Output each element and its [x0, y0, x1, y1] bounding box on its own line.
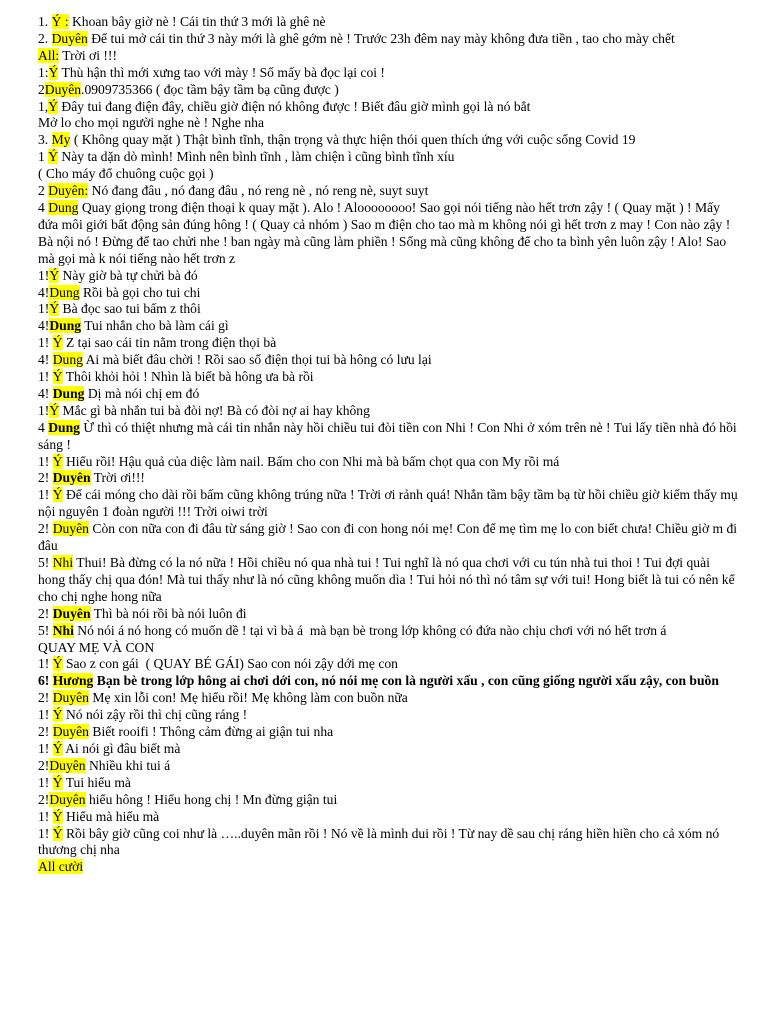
line-text: Tui hiểu mà: [62, 774, 131, 790]
script-line: [38, 758, 738, 775]
script-line: [38, 285, 738, 302]
line-text: 5!: [38, 555, 53, 570]
speaker-name: Duyên: [52, 690, 89, 706]
line-text: ( Không quay mặt ) Thật bình tĩnh, thận trọng và thực hiện thói quen thích ứng với cuộc sống Covid 19: [70, 132, 636, 148]
line-text: Bà đọc sao tui bấm z thôi: [59, 301, 201, 317]
speaker-name: Ý: [52, 656, 63, 672]
script-line: [38, 792, 738, 809]
line-text: Để cái móng cho dài rồi bấm cũng không trúng nữa ! Trời ơi rảnh quá! Nhắn tầm bậy tầm bạ từ hồi chiều giờ kiếm thấy mụ nội nguyên 1 đoàn người !!! Trời oiwi trời: [38, 487, 742, 520]
speaker-name: Duyên: [52, 521, 89, 537]
line-text: 1!: [38, 267, 50, 283]
line-text: 1: [38, 149, 49, 165]
speaker-name: Ý: [52, 487, 63, 503]
speaker-name: Duyên: [49, 791, 86, 807]
speaker-name: Dung: [49, 318, 82, 334]
script-line: [38, 115, 738, 132]
script-line: [38, 268, 738, 285]
speaker-name: Duyên: [51, 30, 88, 46]
line-text: 1!: [38, 453, 53, 469]
speaker-name: Duyên:: [48, 183, 89, 199]
line-text: 1!: [38, 707, 53, 723]
script-line: [38, 132, 738, 149]
line-text: .0909735366 ( đọc tầm bậy tầm bạ cũng được ): [81, 81, 339, 97]
line-text: 4!: [38, 284, 50, 300]
speaker-name: Ý: [52, 774, 63, 790]
script-line: [38, 31, 738, 48]
line-text: Nó nói á nó hong có muốn dề ! tại vì bà á mà bạn bè trong lớp không có đứa nào chịu chơi với nó hết trơn á: [73, 622, 667, 638]
speaker-name: Ý: [52, 740, 63, 756]
line-text: 1!: [38, 808, 53, 824]
line-text: 2: [38, 183, 49, 199]
script-line: [38, 318, 738, 335]
line-text: 1!: [38, 740, 53, 756]
speaker-name: Dung: [48, 199, 79, 215]
speaker-name: Duyên: [44, 81, 82, 97]
line-text: 4: [38, 419, 49, 435]
script-line: [38, 826, 738, 860]
line-text: 1!: [38, 825, 53, 841]
speaker-name: Duyên: [49, 757, 86, 773]
speaker-name: Ý: [52, 825, 63, 841]
speaker-name: Hương: [52, 673, 94, 689]
script-line: [38, 65, 738, 82]
line-text: Nhiều khi tui á: [85, 757, 171, 773]
line-text: Tui nhắn cho bà làm cái gì: [81, 318, 229, 334]
line-text: hiểu hông ! Hiểu hong chị ! Mn đừng giận tui: [85, 791, 338, 807]
script-line: [38, 859, 738, 876]
line-text: Dị mà nói chị em đó: [84, 385, 200, 401]
line-text: Đây tui đang điện đây, chiều giờ điện nó không được ! Biết đâu giờ mình gọi là nó bắt: [58, 98, 531, 114]
speaker-name: Dung: [52, 385, 85, 401]
line-text: Này giờ bà tự chửi bà đó: [59, 267, 198, 283]
speaker-name: Nhi: [52, 555, 74, 570]
speaker-name: Ý: [49, 267, 60, 283]
speaker-name: My: [51, 132, 71, 148]
script-line: [38, 335, 738, 352]
line-text: 1!: [38, 335, 53, 351]
speaker-name: Dung: [48, 419, 80, 435]
speaker-name: Ý :: [51, 14, 69, 29]
speaker-name: Ý: [52, 369, 63, 385]
line-text: Mẹ xin lỗi con! Mẹ hiểu rồi! Mẹ không làm con buồn nữa: [88, 690, 408, 706]
speaker-name: Ý: [52, 707, 63, 723]
script-line: [38, 673, 738, 690]
line-text: 1!: [38, 301, 50, 317]
speaker-name: Duyên: [52, 470, 91, 486]
line-text: Nó đang đâu , nó đang đâu , nó reng nè , nó reng nè, suyt suyt: [88, 183, 429, 199]
line-text: 2!: [38, 690, 53, 706]
script-line: [38, 166, 738, 183]
speaker-name: All cười: [38, 859, 84, 875]
line-text: 2!: [38, 757, 50, 773]
line-text: 2!: [38, 521, 53, 537]
line-text: 1!: [38, 774, 53, 790]
line-text: Rồi bây giờ cũng coi như là …..duyên mãn rồi ! Nó về là mình dui rồi ! Từ nay dề sau chị ráng hiền hiền cho cả xóm nó thương chị nha: [38, 825, 723, 858]
speaker-name: Ý: [52, 453, 63, 469]
line-text: Hiểu rồi! Hậu quả của diệc làm nail. Bấm cho con Nhi mà bà bấm chọt qua con My rồi má: [62, 453, 560, 469]
line-text: 1.: [38, 14, 52, 29]
line-text: Này ta dặn dò mình! Mình nên bình tĩnh , làm chiện ì cũng bình tĩnh xíu: [58, 149, 455, 165]
speaker-name: Ý: [48, 64, 59, 80]
script-line: [38, 809, 738, 826]
speaker-name: Duyên: [52, 605, 91, 621]
line-text: Khoan bây giờ nè ! Cái tin thứ 3 mới là ghê nè: [68, 14, 326, 29]
line-text: Rồi bà gọi cho tui chi: [79, 284, 201, 300]
line-text: Ai nói gì đâu biết mà: [62, 740, 181, 756]
script-line: [38, 403, 738, 420]
speaker-name: Dung: [49, 284, 80, 300]
script-line: [38, 419, 741, 454]
line-text: QUAY MẸ VÀ CON: [38, 639, 155, 655]
script-line: [38, 149, 738, 166]
line-text: Ai mà biết đâu chời ! Rồi sao số điện thọi tui bà hông có lưu lại: [82, 352, 432, 368]
script-line: [38, 640, 738, 657]
script-line: [38, 741, 738, 758]
speaker-name: Duyên: [52, 724, 89, 740]
line-text: 4!: [38, 385, 53, 401]
script-line: [38, 775, 738, 792]
line-text: Biết rooifi ! Thông cảm đừng ai giận tui nha: [88, 724, 334, 740]
speaker-name: Nhi: [52, 622, 74, 638]
line-text: 1!: [38, 369, 53, 385]
speaker-name: Ý: [49, 301, 60, 317]
script-line: [38, 470, 738, 487]
script-line: [38, 352, 738, 369]
line-text: Thui! Bà đừng có la nó nữa ! Hồi chiều nó qua nhà tui ! Tui nghĩ là nó qua chơi với cu tún nhà tui thoi ! Tui đợi quài hong thấy chị qua đón! Mà tui thấy như là nó cũng không muốn dìa ! Tui hỏi nó thì nó tâm sự với tui! Hong biết là tui có nên kể cho chị nghe hong nữa: [38, 555, 739, 604]
line-text: 2: [38, 81, 45, 97]
script-line: [38, 200, 738, 268]
speaker-name: Dung: [52, 352, 83, 368]
script-line: [38, 724, 738, 741]
line-text: Hiểu mà hiểu mà: [62, 808, 160, 824]
line-text: 1:: [38, 64, 49, 80]
line-text: Thì bà nói rồi bà nói luôn đi: [90, 605, 247, 621]
line-text: 4!: [38, 352, 53, 368]
speaker-name: All:: [38, 47, 60, 63]
line-text: 3.: [38, 132, 52, 148]
speaker-name: Ý: [52, 808, 63, 824]
line-text: Z tại sao cái tin nằm trong điện thọi bà: [62, 335, 277, 351]
speaker-name: Ý: [49, 402, 60, 418]
line-text: 2!: [38, 791, 50, 807]
line-text: 4: [38, 199, 49, 215]
line-text: 6!: [38, 673, 53, 689]
script-line: [38, 82, 738, 99]
line-text: 2!: [38, 470, 53, 486]
line-text: 5!: [38, 622, 53, 638]
speaker-name: Ý: [48, 149, 59, 165]
line-text: 2!: [38, 605, 53, 621]
line-text: Thôi khỏi hỏi ! Nhìn là biết bà hông ưa bà rồi: [62, 369, 314, 385]
script-line: [38, 707, 738, 724]
line-text: ( Cho máy đổ chuông cuộc gọi ): [38, 166, 214, 182]
line-text: 1!: [38, 487, 53, 503]
speaker-name: Ý: [52, 335, 63, 351]
line-text: Nó nói zậy rồi thì chị cũng ráng !: [62, 707, 248, 723]
line-text: 1!: [38, 656, 53, 672]
script-line: [38, 656, 738, 673]
script-line: [38, 690, 738, 707]
line-text: Còn con nữa con đi đâu từ sáng giờ ! Sao con đi con hong nói mẹ! Con để mẹ tìm mẹ lo con biết chưa! Chiều giờ m đi đâu: [38, 521, 741, 554]
line-text: Trời ơi!!!: [90, 470, 145, 486]
line-text: Trời ơi !!!: [59, 47, 117, 63]
script-line: [38, 369, 738, 386]
line-text: 1!: [38, 402, 50, 418]
script-line: [38, 555, 738, 606]
line-text: 2.: [38, 30, 52, 46]
script-line: [38, 623, 738, 640]
script-line: [38, 454, 738, 471]
speaker-name: Ý: [48, 98, 59, 114]
line-text: Thù hận thì mới xưng tao với mày ! Số mấy bà đọc lại coi !: [58, 64, 385, 80]
script-line: [38, 606, 738, 623]
script-line: [38, 521, 741, 555]
line-text: Mắc gì bà nhắn tui bà đòi nợ! Bà có đòi nợ ai hay không: [59, 402, 370, 418]
line-text: Bạn bè trong lớp hông ai chơi dới con, nó nói mẹ con là người xấu , con cũng giống người xấu zậy, con buồn: [93, 673, 719, 689]
script-line: [38, 14, 738, 31]
line-text: Sao z con gái ( QUAY BÉ GÁI) Sao con nói zậy dới mẹ con: [62, 656, 398, 672]
script-line: [38, 99, 738, 116]
script-line: [38, 487, 742, 521]
line-text: Ừ thì có thiệt nhưng mà cái tin nhắn này hồi chiều tui đòi tiền con Nhi ! Con Nhi ở xóm trên nè ! Tui lấy tiền nhà đó hồi sáng !: [38, 419, 741, 452]
script-line: [38, 386, 738, 403]
line-text: Quay giọng trong điện thoại k quay mặt ). Alo ! Aloooooooo! Sao gọi nói tiếng nào hết trơn zậy ! ( Quay mặt ) ! Mấy đứa môi giới bất động sản đúng hông ! ( Quay cả nhóm ) Sao m điện cho tao mà m không nói gì hết trơn z may ! Con nào zậy ! Bà nội nó ! Đừng để tao chửi nhe ! ban ngày mà cũng làm phiền ! Sống mà cũng không để cho ta bình yên luôn zậy ! Alo! Sao mà gọi mà k nói tiếng nào hết trơn z: [38, 199, 734, 266]
line-text: 4!: [38, 318, 50, 334]
script-line: [38, 48, 738, 65]
line-text: 2!: [38, 724, 53, 740]
script-line: [38, 301, 738, 318]
script-line: [38, 183, 738, 200]
line-text: Mở lo cho mọi người nghe nè ! Nghe nha: [38, 115, 264, 131]
line-text: Để tui mở cái tin thứ 3 này mới là ghê gớm nè ! Trước 23h đêm nay mày không đưa tiền , tao cho mày chết: [87, 30, 675, 46]
line-text: 1,: [38, 98, 49, 114]
